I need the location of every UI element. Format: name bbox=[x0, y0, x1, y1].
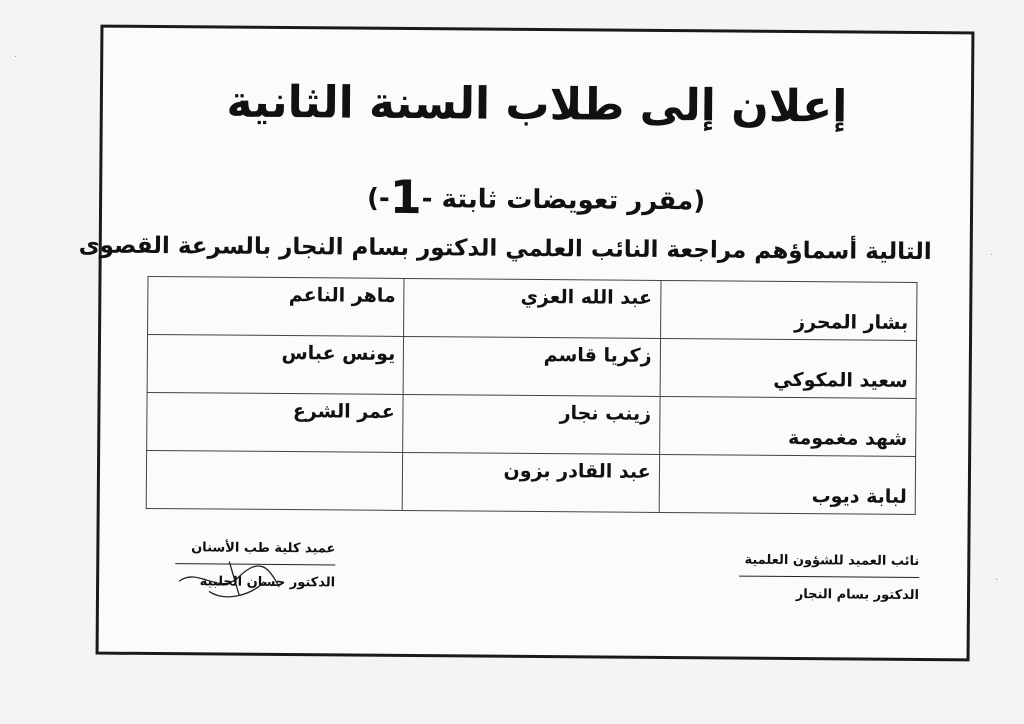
name-cell: ماهر الناعم bbox=[148, 276, 405, 336]
table-row bbox=[147, 334, 916, 398]
table-row bbox=[146, 450, 915, 514]
table-row bbox=[147, 392, 916, 456]
name-cell: زينب نجار bbox=[403, 394, 660, 454]
course-subtitle bbox=[102, 168, 970, 229]
intro-line: التالية أسماؤهم مراجعة النائب العلمي الدكتور بسام النجار بالسرعة القصوى bbox=[78, 232, 932, 266]
vice-dean-name: الدكتور بسام النجار bbox=[795, 587, 920, 604]
dean-name: الدكتور حسان الحلبية bbox=[199, 574, 336, 591]
dean-signature-line bbox=[175, 563, 335, 565]
scan-speck: · bbox=[990, 250, 994, 261]
announcement-title: إعلان إلى طلاب السنة الثانية bbox=[226, 76, 848, 133]
vice-dean-signature-line bbox=[739, 576, 919, 578]
name-cell: سعيد المكوكي bbox=[660, 338, 917, 398]
dean-signature-block bbox=[175, 540, 335, 590]
scan-speck: · bbox=[995, 575, 999, 586]
name-cell: عمر الشرع bbox=[147, 392, 404, 452]
announcement-sheet bbox=[78, 25, 975, 662]
subtitle-text: مقرر تعويضات ثابتة - bbox=[421, 184, 694, 217]
name-cell: شهد مغمومة bbox=[659, 396, 916, 456]
table-row bbox=[148, 276, 917, 340]
names-table bbox=[146, 276, 918, 515]
name-cell: يونس عباس bbox=[147, 334, 404, 394]
subtitle-close: -) bbox=[366, 183, 390, 214]
name-cell bbox=[146, 450, 403, 510]
subtitle-number: 1 bbox=[389, 169, 422, 225]
name-cell: لبابة ديوب bbox=[659, 454, 916, 514]
vice-dean-role: نائب العميد للشؤون العلمية bbox=[744, 552, 920, 570]
name-cell: عبد القادر بزون bbox=[403, 452, 660, 512]
name-cell: زكريا قاسم bbox=[403, 336, 660, 396]
name-cell: بشار المحرز bbox=[660, 280, 917, 340]
vice-dean-signature-block bbox=[739, 553, 919, 603]
scan-speck: · bbox=[14, 52, 18, 63]
name-cell: عبد الله العزي bbox=[404, 278, 661, 338]
subtitle-open-paren: ( bbox=[693, 186, 706, 217]
dean-role: عميد كلية طب الأسنان bbox=[191, 540, 336, 557]
